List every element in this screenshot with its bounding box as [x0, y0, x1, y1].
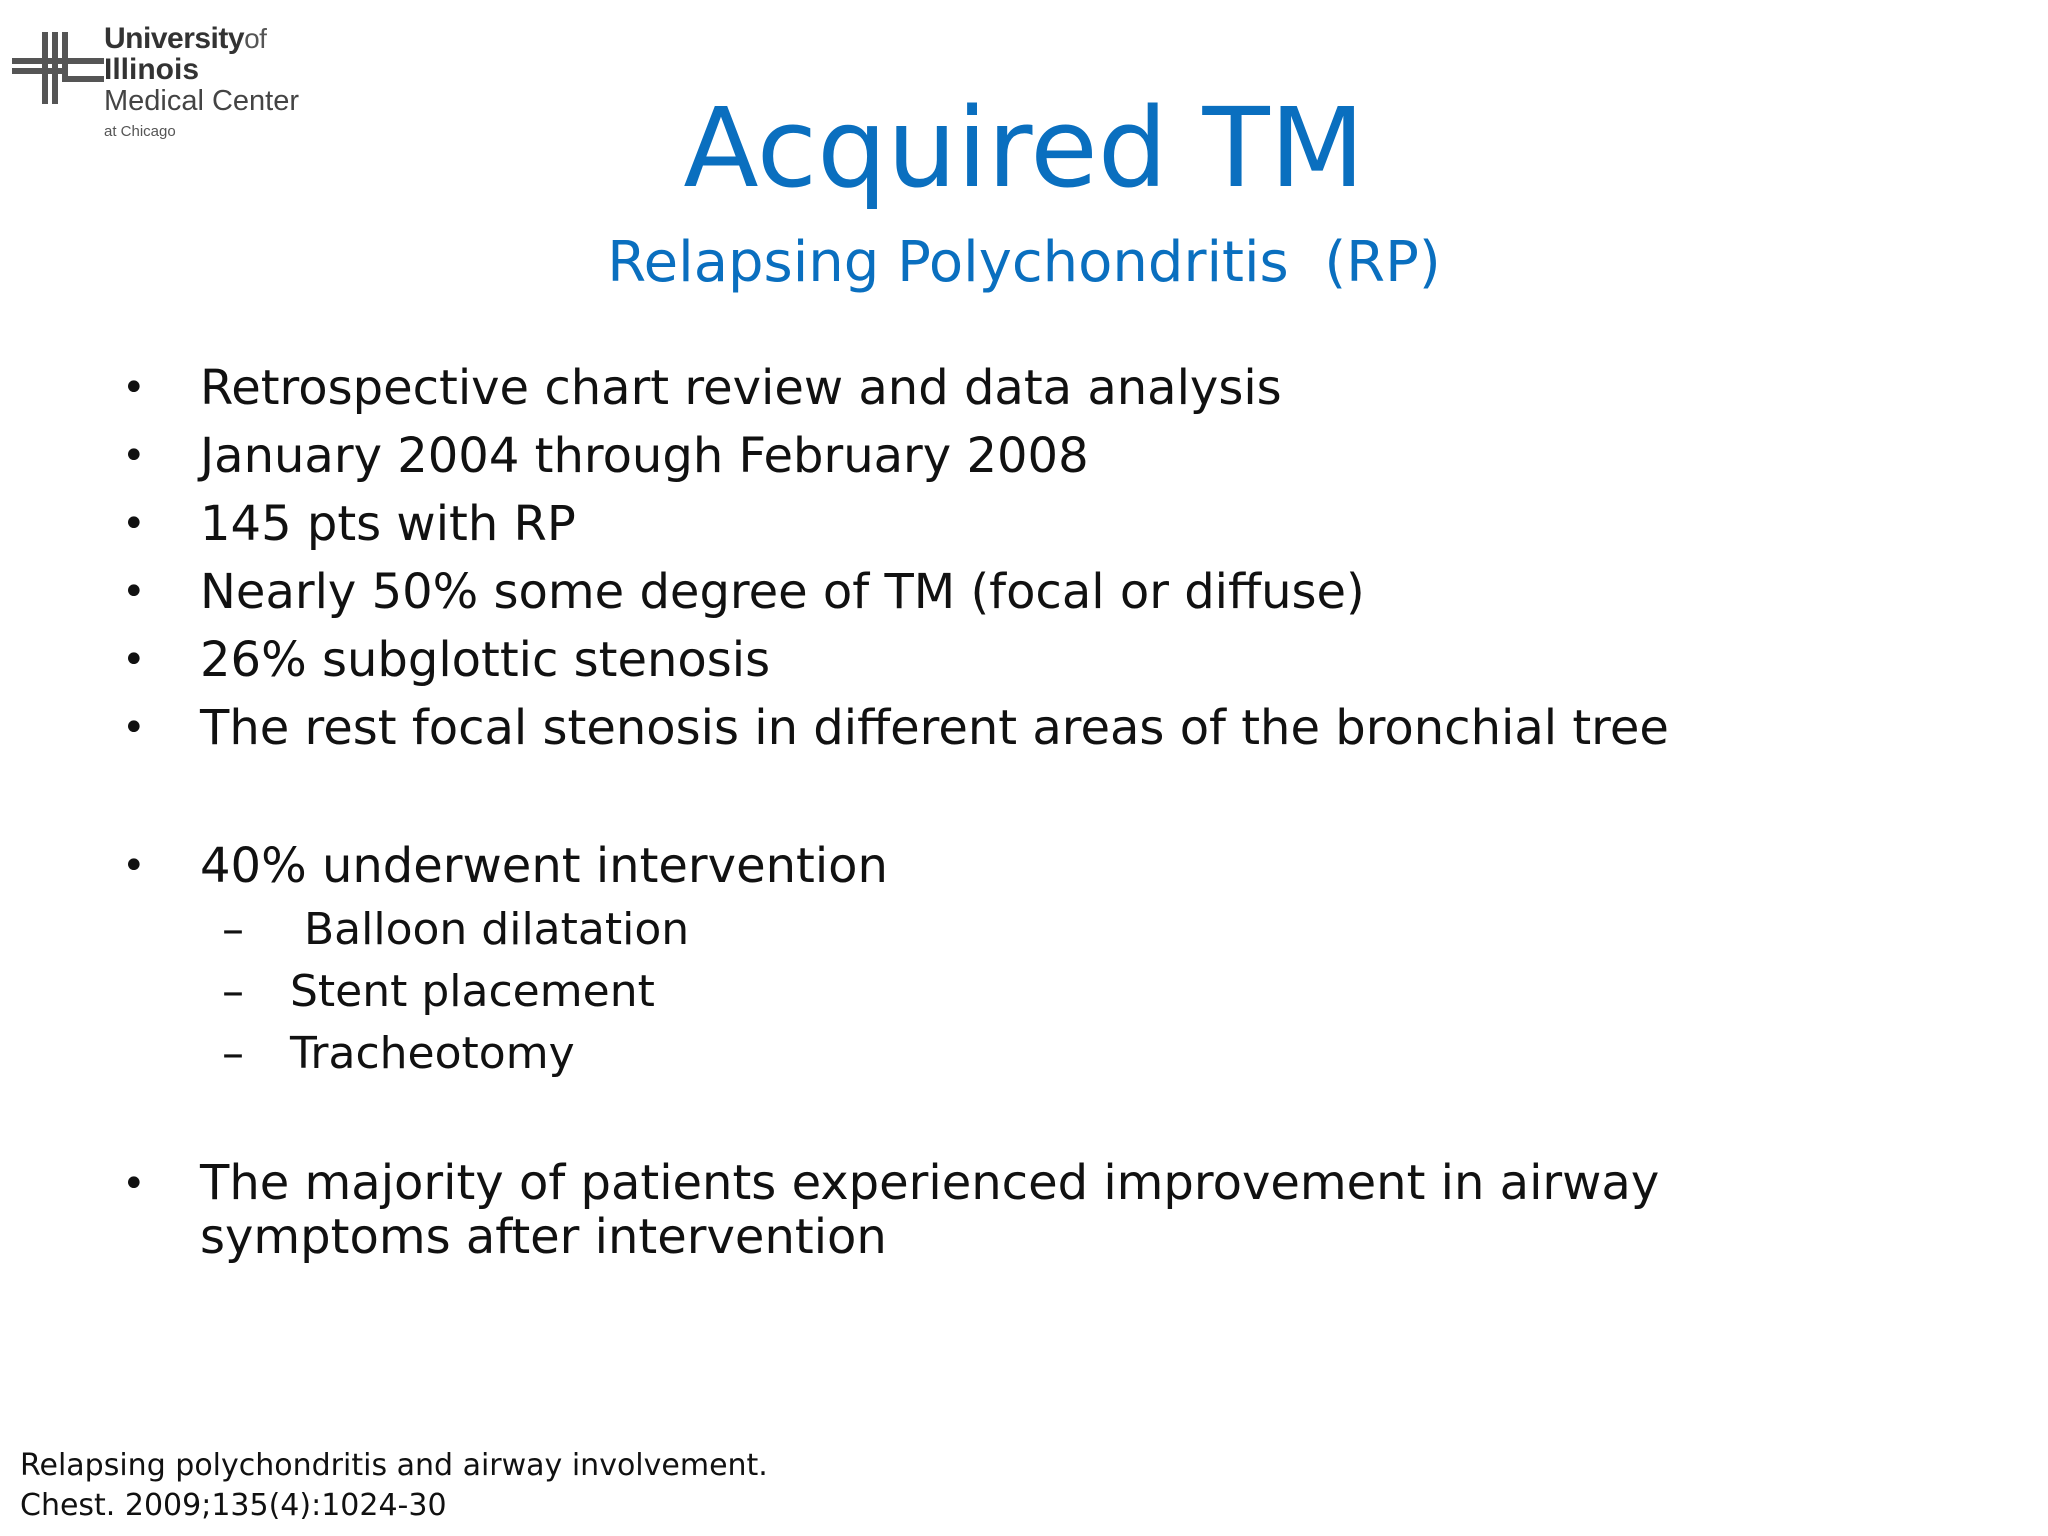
- logo-of: of: [244, 23, 267, 54]
- bullet-marker: •: [122, 569, 146, 615]
- bullet-marker: •: [122, 843, 146, 889]
- sub-bullet-text: Tracheotomy: [290, 1028, 575, 1079]
- bullet-marker: •: [122, 1161, 146, 1207]
- citation-footer: [20, 1446, 768, 1526]
- bullet-text: The rest focal stenosis in different areas of the bronchial tree: [200, 700, 1669, 756]
- bullet-marker: •: [122, 365, 146, 411]
- logo-line-illinois: Illinois: [104, 53, 200, 86]
- bullet-text: Retrospective chart review and data analysis: [200, 360, 1282, 416]
- sub-bullet-marker: –: [222, 904, 244, 955]
- bullet-marker: •: [122, 705, 146, 751]
- bullet-text: 26% subglottic stenosis: [200, 632, 771, 688]
- slide-title: Acquired TM: [683, 84, 1365, 212]
- bullet-text: The majority of patients experienced improvement in airway symptoms after intervention: [200, 1155, 1660, 1265]
- slide-subtitle: Relapsing Polychondritis (RP): [607, 230, 1441, 295]
- citation-line-journal: Chest. 2009;135(4):1024-30: [20, 1488, 447, 1523]
- sub-bullet-marker: –: [222, 966, 244, 1017]
- bullet-text: 40% underwent intervention: [200, 838, 888, 894]
- bullet-text: Nearly 50% some degree of TM (focal or diffuse): [200, 564, 1365, 620]
- citation-line-title: Relapsing polychondritis and airway involvement.: [20, 1448, 768, 1483]
- bullet-text: 145 pts with RP: [200, 496, 576, 552]
- sub-bullet-text: Balloon dilatation: [290, 904, 690, 955]
- bullet-text: January 2004 through February 2008: [200, 428, 1089, 484]
- sub-bullet-marker: –: [222, 1028, 244, 1079]
- bullet-marker: •: [122, 433, 146, 479]
- logo-line-medical-center: Medical Center: [104, 85, 300, 117]
- bullet-marker: •: [122, 501, 146, 547]
- logo-line-university: Universityof: [104, 22, 267, 55]
- sub-bullet-text: Stent placement: [290, 966, 655, 1017]
- bullet-marker: •: [122, 637, 146, 683]
- logo-line-at-chicago: at Chicago: [104, 123, 176, 140]
